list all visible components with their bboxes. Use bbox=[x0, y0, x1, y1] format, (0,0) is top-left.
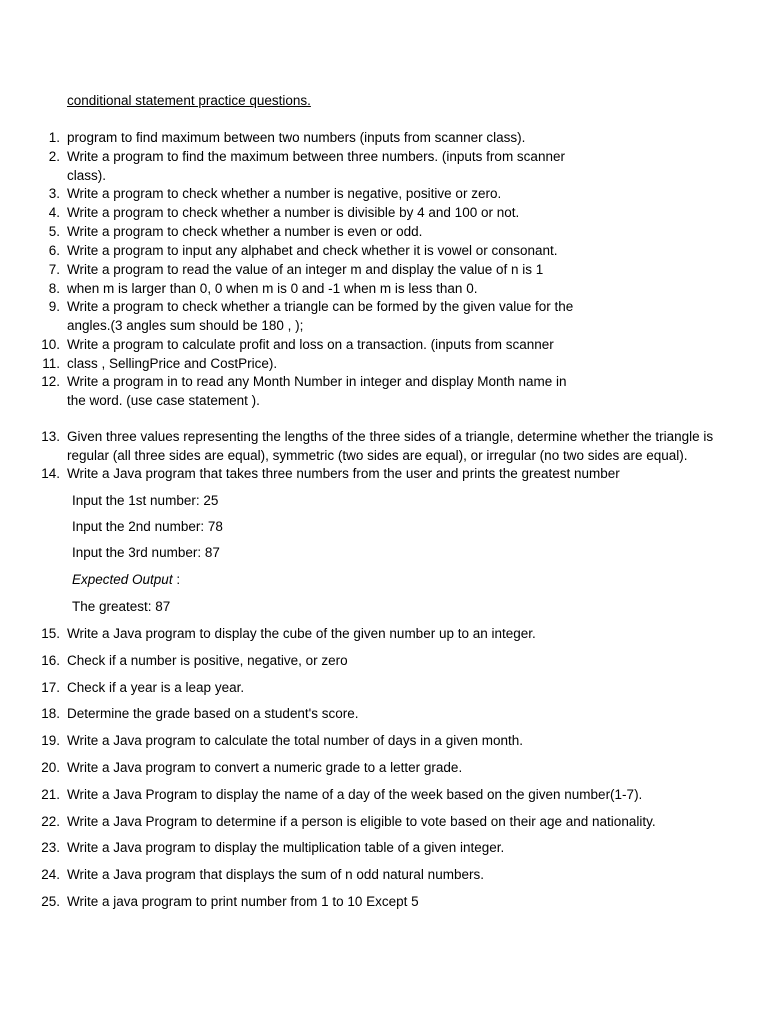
item-text: angles.(3 angles sum should be 180 , ); bbox=[67, 317, 304, 333]
item-number: 21. bbox=[41, 787, 60, 802]
item-text: Check if a year is a leap year. bbox=[67, 680, 245, 695]
expected-output-label: Expected Output bbox=[72, 572, 173, 587]
item-text: Write a Java program to display the multiplication table of a given integer. bbox=[67, 840, 505, 855]
item-number: 17. bbox=[41, 680, 60, 695]
item-text: Write a program to read the value of an integer m and display the value of n is 1 bbox=[67, 262, 544, 277]
item-text: Write a Java program to calculate the total number of days in a given month. bbox=[67, 733, 523, 748]
item-text: Write a program to check whether a number is negative, positive or zero. bbox=[67, 186, 502, 201]
item-text: Write a program to calculate profit and loss on a transaction. (inputs from scanner bbox=[67, 337, 554, 352]
example-input-1-text: Input the 1st number: 25 bbox=[72, 493, 219, 508]
item-text: Write a program to check whether a triangle can be formed by the given value for the bbox=[67, 299, 574, 314]
item-text: Given three values representing the lengths of the three sides of a triangle, determine whether the triangle is bbox=[67, 429, 714, 444]
item-text: regular (all three sides are equal), symmetric (two sides are equal), or irregular (no two sides are equal). bbox=[67, 447, 688, 463]
item-number: 16. bbox=[41, 653, 60, 668]
item-number: 20. bbox=[41, 760, 60, 775]
example-input-3-text: Input the 3rd number: 87 bbox=[72, 545, 220, 560]
item-number: 10. bbox=[41, 337, 60, 352]
item-number: 1. bbox=[48, 130, 60, 145]
page-title: conditional statement practice questions. bbox=[67, 93, 311, 108]
item-text: class). bbox=[67, 167, 107, 183]
item-text: Write a java program to print number from 1 to 10 Except 5 bbox=[67, 894, 419, 909]
item-text: Write a Java program that displays the sum of n odd natural numbers. bbox=[67, 867, 484, 882]
item-number: 15. bbox=[41, 626, 60, 641]
item-number: 23. bbox=[41, 840, 60, 855]
item-number: 8. bbox=[48, 281, 60, 296]
item-text: Write a Java program to display the cube of the given number up to an integer. bbox=[67, 626, 536, 641]
item-number: 9. bbox=[48, 299, 60, 314]
item-text: Write a program to check whether a number is divisible by 4 and 100 or not. bbox=[67, 205, 520, 220]
item-number: 3. bbox=[48, 186, 60, 201]
item-number: 7. bbox=[48, 262, 60, 277]
item-number: 14. bbox=[41, 466, 60, 481]
item-number: 6. bbox=[48, 243, 60, 258]
item-text: program to find maximum between two numbers (inputs from scanner class). bbox=[67, 130, 526, 145]
item-text: Write a Java program to convert a numeric grade to a letter grade. bbox=[67, 760, 463, 775]
item-number: 12. bbox=[41, 374, 60, 389]
item-text: the word. (use case statement ). bbox=[67, 392, 260, 408]
item-text: Determine the grade based on a student's score. bbox=[67, 706, 359, 721]
item-number: 11. bbox=[42, 356, 60, 371]
example-input-2-text: Input the 2nd number: 78 bbox=[72, 519, 223, 534]
item-text: Write a Java Program to display the name of a day of the week based on the given number(1-7). bbox=[67, 787, 643, 802]
item-number: 2. bbox=[48, 149, 60, 164]
item-number: 22. bbox=[41, 814, 60, 829]
item-text: Write a program to find the maximum between three numbers. (inputs from scanner bbox=[67, 149, 565, 164]
item-text: Check if a number is positive, negative, or zero bbox=[67, 653, 348, 668]
item-text: Write a program in to read any Month Number in integer and display Month name in bbox=[67, 374, 567, 389]
item-text: class , SellingPrice and CostPrice). bbox=[67, 356, 278, 371]
item-number: 25. bbox=[41, 894, 60, 909]
item-text: Write a program to check whether a number is even or odd. bbox=[67, 224, 423, 239]
item-number: 4. bbox=[48, 205, 60, 220]
item-text: Write a Java program that takes three numbers from the user and prints the greatest number bbox=[67, 466, 620, 481]
item-text: when m is larger than 0, 0 when m is 0 and -1 when m is less than 0. bbox=[67, 281, 478, 296]
example-result-text: The greatest: 87 bbox=[72, 599, 171, 614]
item-number: 18. bbox=[41, 706, 60, 721]
item-number: 24. bbox=[41, 867, 60, 882]
item-text: Write a program to input any alphabet and check whether it is vowel or consonant. bbox=[67, 243, 558, 258]
item-number: 5. bbox=[48, 224, 60, 239]
expected-output-text: Expected Output : bbox=[72, 572, 181, 587]
item-number: 13. bbox=[41, 429, 60, 444]
item-text: Write a Java Program to determine if a person is eligible to vote based on their age and nationality. bbox=[67, 814, 656, 829]
item-number: 19. bbox=[41, 733, 60, 748]
